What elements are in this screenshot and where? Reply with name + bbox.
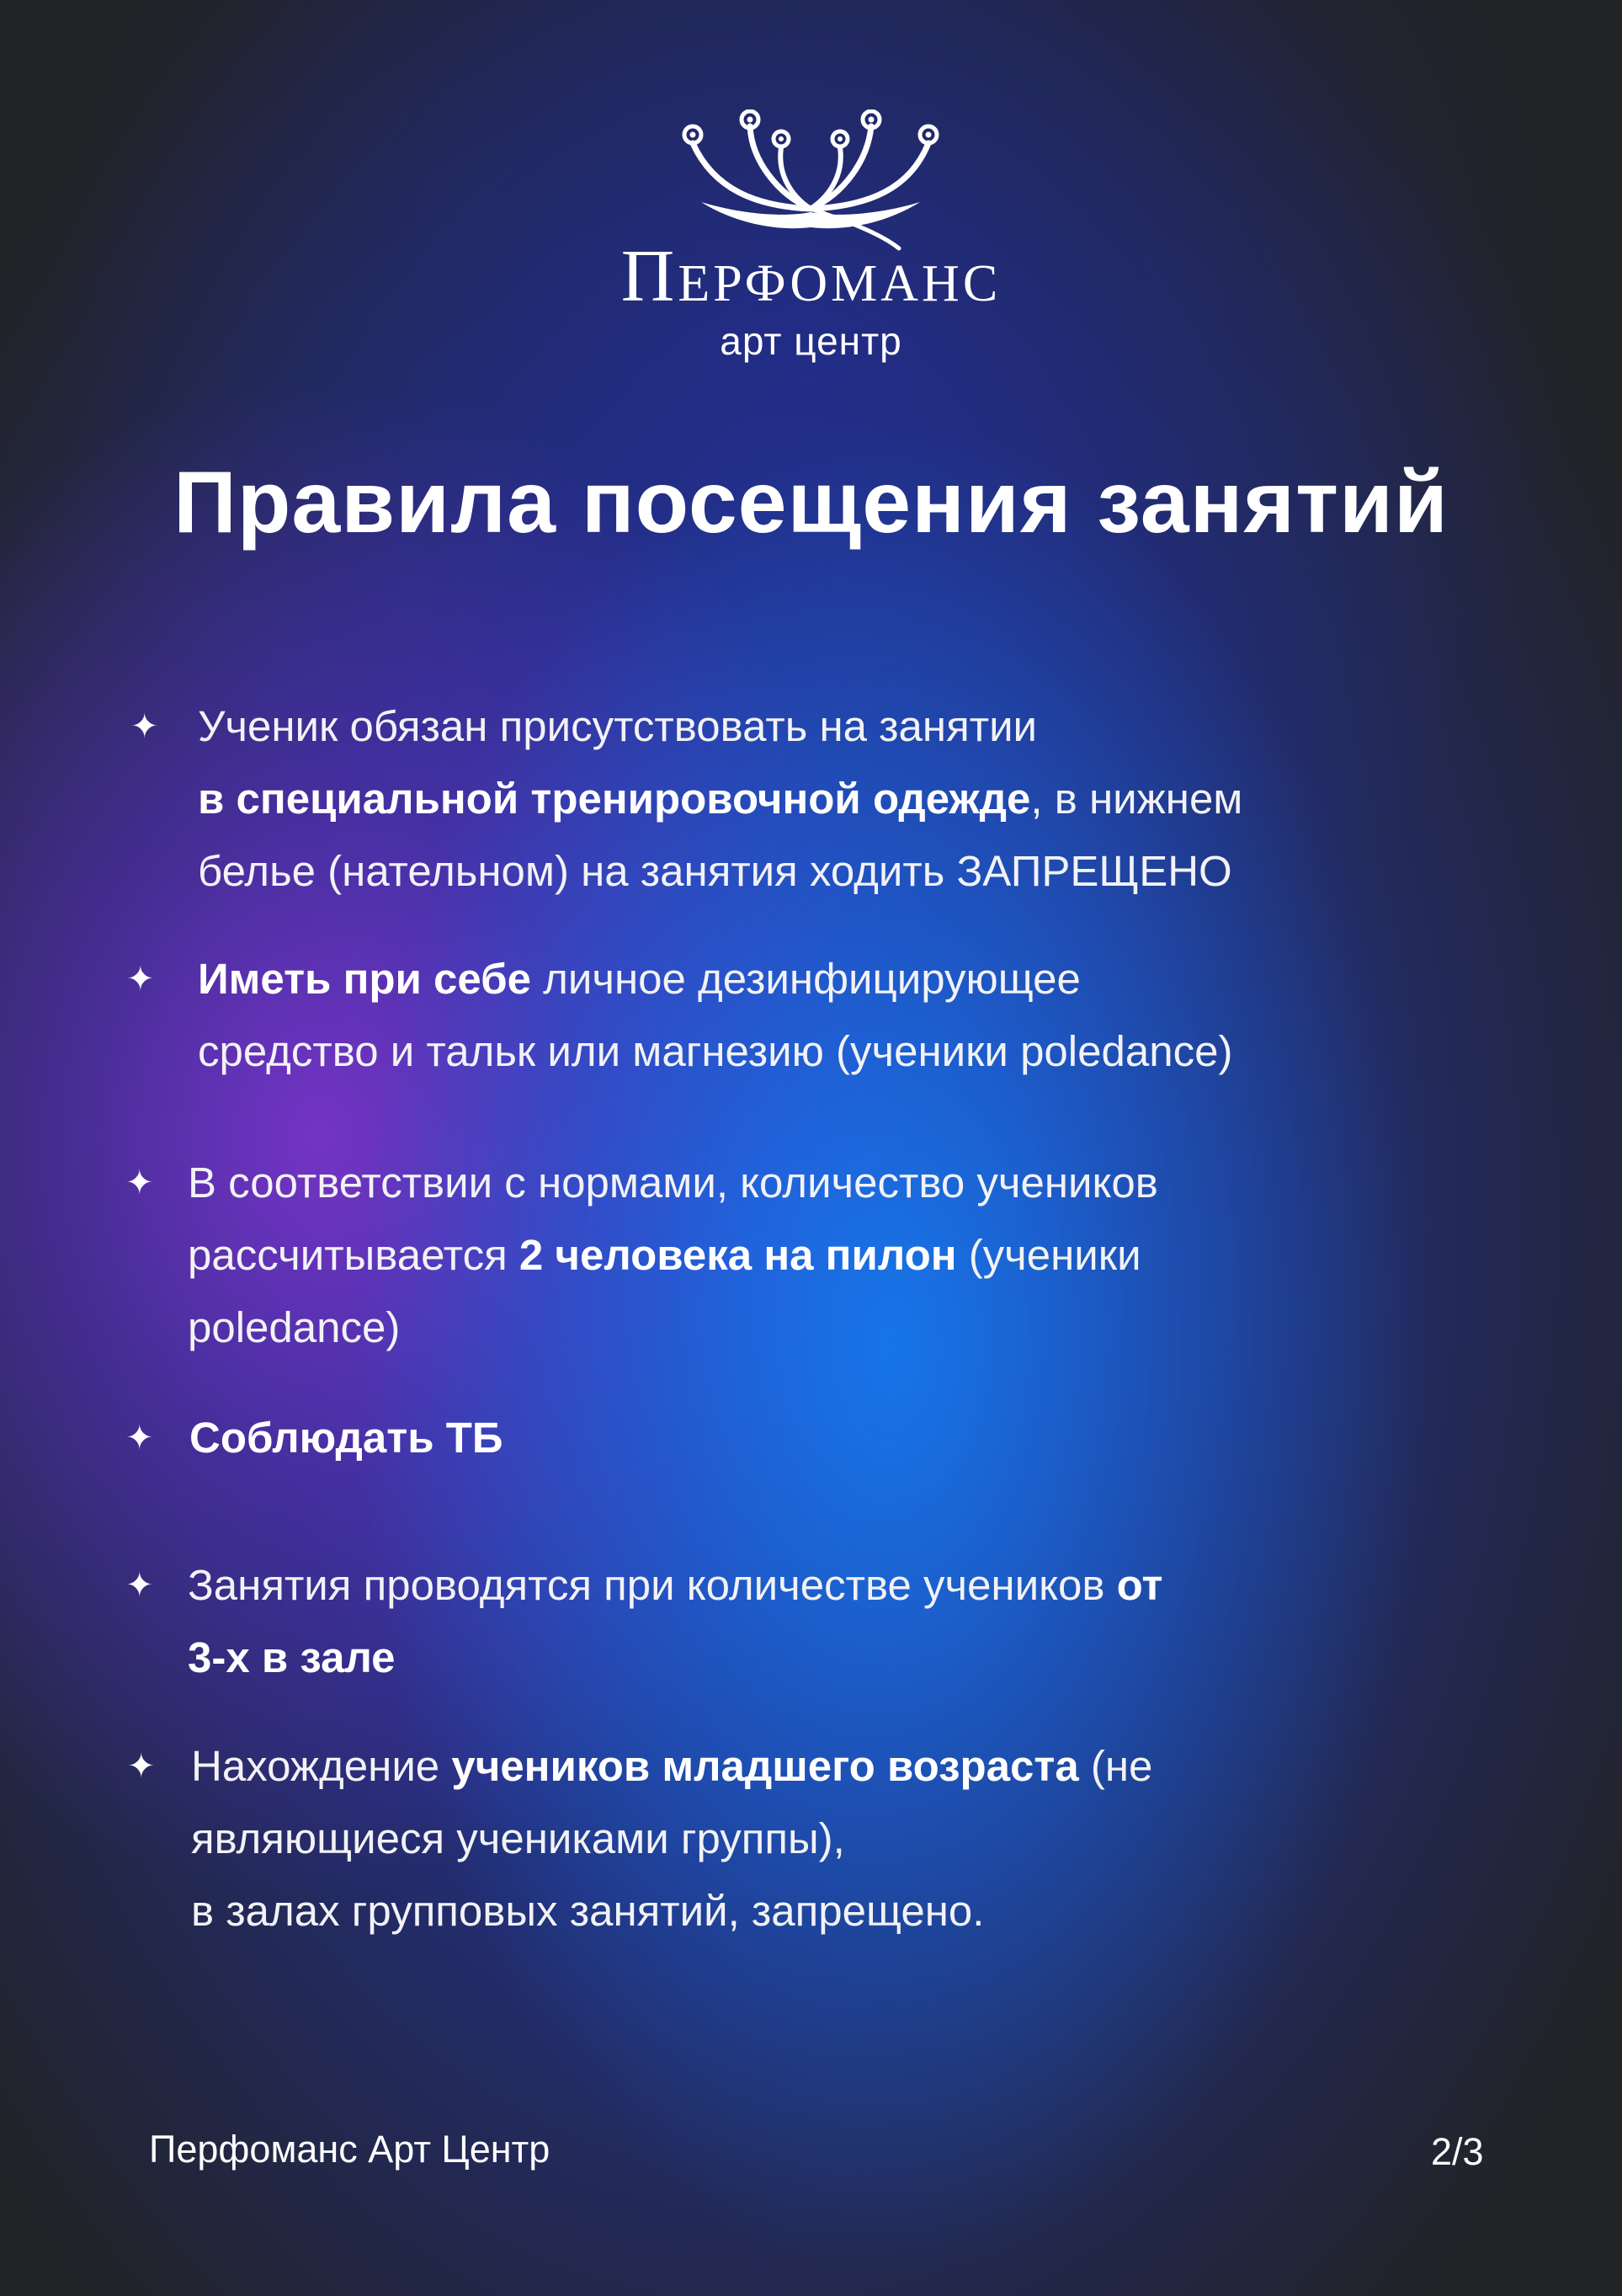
rule-text-bold: Иметь при себе <box>198 955 531 1003</box>
rule-text-bold: от <box>1116 1561 1163 1609</box>
rule-text-segment: Занятия проводятся при количестве учеников <box>188 1561 1117 1609</box>
rule-text-segment: , в нижнем <box>1030 775 1243 823</box>
four-point-star-icon: ✦ <box>125 1420 154 1457</box>
four-point-star-icon: ✦ <box>125 1164 154 1201</box>
page-number: 2/3 <box>1431 2130 1484 2173</box>
brand-name: Перфоманс <box>620 236 1002 317</box>
four-point-star-icon: ✦ <box>130 708 159 745</box>
four-point-star-icon: ✦ <box>126 961 155 998</box>
rule-text-segment: (не <box>1078 1742 1153 1790</box>
page-title: Правила посещения занятий <box>173 454 1449 551</box>
rule-text-segment: личное дезинфицирующее <box>530 955 1081 1003</box>
rule-text-segment: являющиеся учениками группы), <box>191 1814 845 1862</box>
rule-text-bold: учеников младшего возраста <box>451 1742 1079 1790</box>
brand-subtitle: арт центр <box>720 319 902 363</box>
rule-text-bold: 3-х в зале <box>188 1633 396 1681</box>
rule-text-bold: 2 человека на пилон <box>519 1231 957 1279</box>
four-point-star-icon: ✦ <box>127 1748 156 1785</box>
four-point-star-icon: ✦ <box>125 1567 154 1604</box>
rule-text-segment: в залах групповых занятий, запрещено. <box>191 1887 985 1935</box>
rule-text-segment: белье (нательном) на занятия ходить ЗАПРЕЩЕНО <box>198 847 1232 895</box>
rule-text-segment: Ученик обязан присутствовать на занятии <box>198 702 1038 750</box>
rule-text-segment: poledance) <box>188 1303 401 1351</box>
rule-text-segment: рассчитывается <box>188 1231 519 1279</box>
rule-text-segment: В соответствии с нормами, количество учеников <box>188 1159 1158 1207</box>
rule-text-segment: Нахождение <box>191 1742 452 1790</box>
footer-brand: Перфоманс Арт Центр <box>149 2128 550 2171</box>
rule-text-bold: в специальной тренировочной одежде <box>198 775 1031 823</box>
rule-text-segment: (ученики <box>956 1231 1141 1279</box>
rule-text-segment: средство и тальк или магнезию (ученики poledance) <box>198 1027 1233 1075</box>
rule-text-bold: Соблюдать ТБ <box>189 1414 503 1462</box>
crown-icon <box>676 109 945 253</box>
